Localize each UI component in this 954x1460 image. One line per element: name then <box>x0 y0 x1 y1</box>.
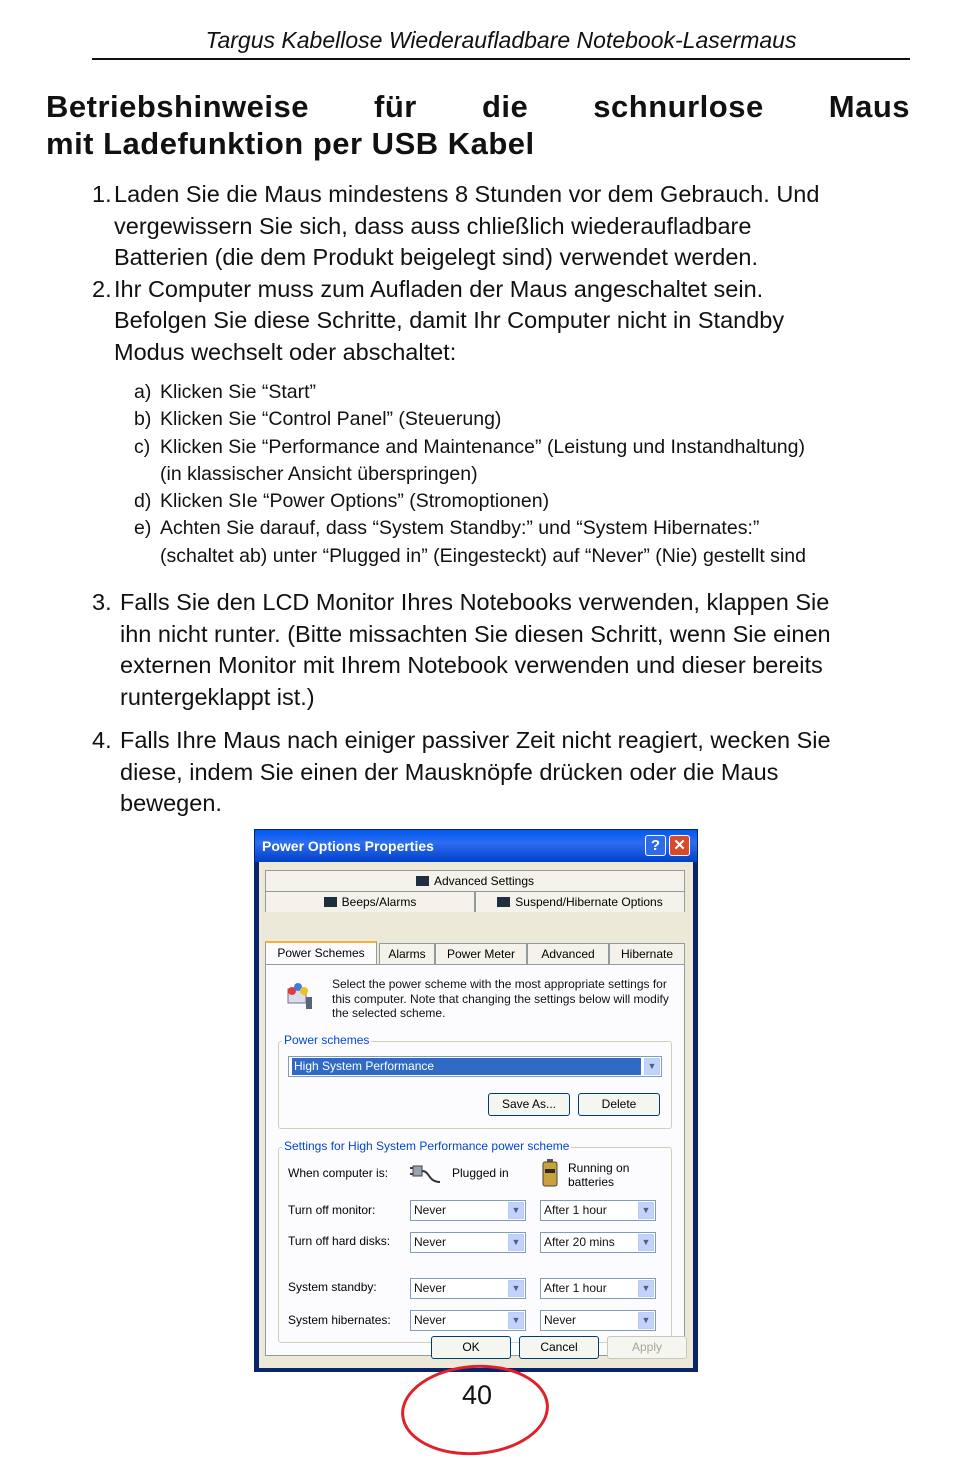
substep-list <box>134 379 924 570</box>
substep-letter: b) <box>134 408 152 431</box>
tab-label: Advanced Settings <box>433 874 535 888</box>
page-header: Targus Kabellose Wiederaufladbare Notebook-Lasermaus <box>92 24 910 60</box>
dialog-title: Power Options Properties <box>262 838 434 854</box>
laptop-icon <box>324 897 337 907</box>
title-line-2: mit Ladefunktion per USB Kabel <box>46 126 535 161</box>
step-2 <box>92 274 922 369</box>
step-line: vergewissern Sie sich, dass auss chließlich wiederaufladbare <box>114 212 752 239</box>
chevron-down-icon: ▼ <box>508 1234 524 1251</box>
close-button[interactable]: ✕ <box>669 835 690 856</box>
page-number: 40 <box>461 1380 493 1410</box>
power-scheme-dropdown[interactable] <box>288 1056 662 1077</box>
tab-alarms[interactable] <box>379 943 435 964</box>
when-computer-label: When computer is: <box>288 1166 389 1180</box>
dropdown-value: After 20 mins <box>544 1235 615 1249</box>
step-line: Modus wechselt oder abschaltet: <box>114 338 457 365</box>
step-number: 4. <box>92 727 112 753</box>
step-line: diese, indem Sie einen der Mausknöpfe drücken oder die Maus <box>120 758 779 785</box>
title-word: Betriebshinweise <box>46 89 309 124</box>
chevron-down-icon: ▼ <box>508 1202 524 1219</box>
tab-power-meter[interactable] <box>435 943 527 964</box>
substep-line: Klicken Sie “Performance and Maintenance” (Leistung und Instandhaltung) <box>160 435 805 458</box>
tab-advanced-settings[interactable] <box>265 870 685 891</box>
tab-label: Power Schemes <box>277 946 365 960</box>
row-label: Turn off hard disks: <box>288 1234 391 1248</box>
monitor-plugged-dropdown[interactable] <box>410 1200 526 1221</box>
step-line: Ihr Computer muss zum Aufladen der Maus angeschaltet sein. <box>114 275 764 302</box>
step-line: Laden Sie die Maus mindestens 8 Stunden vor dem Gebrauch. Und <box>114 181 820 207</box>
chevron-down-icon: ▼ <box>644 1058 660 1075</box>
substep-line: Klicken Sie “Start” <box>160 381 317 403</box>
chevron-down-icon: ▼ <box>638 1312 654 1329</box>
substep-letter: a) <box>134 381 152 403</box>
title-word: die <box>481 89 529 124</box>
row-label: System hibernates: <box>288 1313 391 1327</box>
section-title <box>46 88 910 162</box>
substep-a <box>134 379 924 406</box>
dropdown-value: After 1 hour <box>544 1203 607 1217</box>
row-label: Turn off monitor: <box>288 1203 376 1217</box>
batteries-label: batteries <box>568 1175 615 1189</box>
harddisk-plugged-dropdown[interactable] <box>410 1232 526 1253</box>
row-label: System standby: <box>288 1280 377 1294</box>
substep-line: Klicken Sie “Control Panel” (Steuerung) <box>160 408 502 431</box>
dropdown-value: Never <box>414 1281 447 1295</box>
substep-d <box>134 488 924 515</box>
substep-line: Klicken SIe “Power Options” (Stromoptionen) <box>160 490 550 513</box>
dialog-client <box>259 862 693 1368</box>
step-line: bewegen. <box>120 790 222 816</box>
help-button[interactable]: ? <box>645 835 666 856</box>
selected-scheme: High System Performance <box>292 1058 641 1075</box>
ok-button[interactable]: OK <box>431 1336 511 1359</box>
harddisk-battery-dropdown[interactable] <box>540 1232 656 1253</box>
title-word: für <box>374 89 417 124</box>
tab-suspend-hibernate[interactable] <box>475 891 685 912</box>
computer-icon <box>416 876 429 886</box>
cancel-button[interactable]: Cancel <box>519 1336 599 1359</box>
chevron-down-icon: ▼ <box>508 1280 524 1297</box>
tab-label: Beeps/Alarms <box>341 895 417 909</box>
tab-advanced[interactable] <box>527 943 609 964</box>
laptop-icon <box>497 897 510 907</box>
step-line: Falls Sie den LCD Monitor Ihres Notebooks verwenden, klappen Sie <box>120 589 830 615</box>
monitor-battery-dropdown[interactable] <box>540 1200 656 1221</box>
tab-label: Hibernate <box>620 947 674 961</box>
step-line: Batterien (die dem Produkt beigelegt sind) verwendet werden. <box>114 244 759 270</box>
chevron-down-icon: ▼ <box>638 1234 654 1251</box>
step-number: 1. <box>92 181 112 207</box>
step-line: Falls Ihre Maus nach einiger passiver Zeit nicht reagiert, wecken Sie <box>120 727 831 753</box>
power-scheme-icon <box>282 979 316 1013</box>
tab-label: Power Meter <box>446 947 516 961</box>
dropdown-value: Never <box>544 1313 577 1327</box>
running-on-label: Running on <box>568 1161 630 1175</box>
settings-label: Settings for High System Performance power scheme <box>284 1139 570 1153</box>
title-line-1 <box>46 88 910 125</box>
delete-button[interactable]: Delete <box>578 1093 660 1116</box>
plug-icon <box>410 1158 444 1188</box>
substep-c <box>134 434 924 489</box>
battery-icon <box>542 1159 558 1187</box>
tab-label: Alarms <box>388 947 426 961</box>
tab-power-schemes[interactable] <box>265 941 377 964</box>
tab-hibernate[interactable] <box>609 943 685 964</box>
substep-line: Achten Sie darauf, dass “System Standby:” und “System Hibernates:” <box>160 517 760 540</box>
standby-battery-dropdown[interactable] <box>540 1278 656 1299</box>
substep-b <box>134 406 924 433</box>
chevron-down-icon: ▼ <box>638 1280 654 1297</box>
substep-line: (schaltet ab) unter “Plugged in” (Eingesteckt) auf “Never” (Nie) gestellt sind <box>160 544 806 567</box>
step-1 <box>92 179 922 274</box>
dropdown-value: Never <box>414 1313 447 1327</box>
power-options-screenshot <box>254 829 698 1372</box>
step-number: 3. <box>92 589 112 615</box>
title-word: Maus <box>828 89 910 124</box>
tab-beeps-alarms[interactable] <box>265 891 475 912</box>
substep-line: (in klassischer Ansicht überspringen) <box>160 462 478 485</box>
tab-label: Advanced <box>541 947 595 961</box>
step-4 <box>92 725 922 820</box>
substep-e <box>134 515 924 570</box>
power-schemes-label: Power schemes <box>284 1033 370 1047</box>
plugged-in-label: Plugged in <box>452 1166 509 1180</box>
step-number: 2. <box>92 275 112 302</box>
step-line: externen Monitor mit Ihrem Notebook verwenden und dieser bereits <box>120 652 823 678</box>
apply-button[interactable]: Apply <box>607 1336 687 1359</box>
dropdown-value: Never <box>414 1203 447 1217</box>
dialog-titlebar <box>255 830 697 862</box>
dropdown-value: Never <box>414 1235 447 1249</box>
chevron-down-icon: ▼ <box>638 1202 654 1219</box>
standby-plugged-dropdown[interactable] <box>410 1278 526 1299</box>
substep-letter: c) <box>134 435 151 458</box>
tab-label: Suspend/Hibernate Options <box>515 895 663 909</box>
substep-letter: e) <box>134 517 152 540</box>
step-list-1-2 <box>92 179 922 368</box>
step-3 <box>92 587 922 713</box>
title-word: schnurlose <box>593 89 764 124</box>
dropdown-value: After 1 hour <box>544 1281 607 1295</box>
step-line: Befolgen Sie diese Schritte, damit Ihr Computer nicht in Standby <box>114 307 785 333</box>
substep-letter: d) <box>134 490 152 513</box>
hibernate-plugged-dropdown[interactable] <box>410 1310 526 1331</box>
save-as-button[interactable]: Save As... <box>488 1093 570 1116</box>
step-line: runtergeklappt ist.) <box>120 683 315 710</box>
hibernate-battery-dropdown[interactable] <box>540 1310 656 1331</box>
chevron-down-icon: ▼ <box>508 1312 524 1329</box>
scheme-description: Select the power scheme with the most appropriate settings for this computer. Note that changing the settings below will modify the selected scheme. <box>332 977 669 1020</box>
step-line: ihn nicht runter. (Bitte missachten Sie diesen Schritt, wenn Sie einen <box>120 620 831 647</box>
power-schemes-panel <box>265 964 685 1356</box>
